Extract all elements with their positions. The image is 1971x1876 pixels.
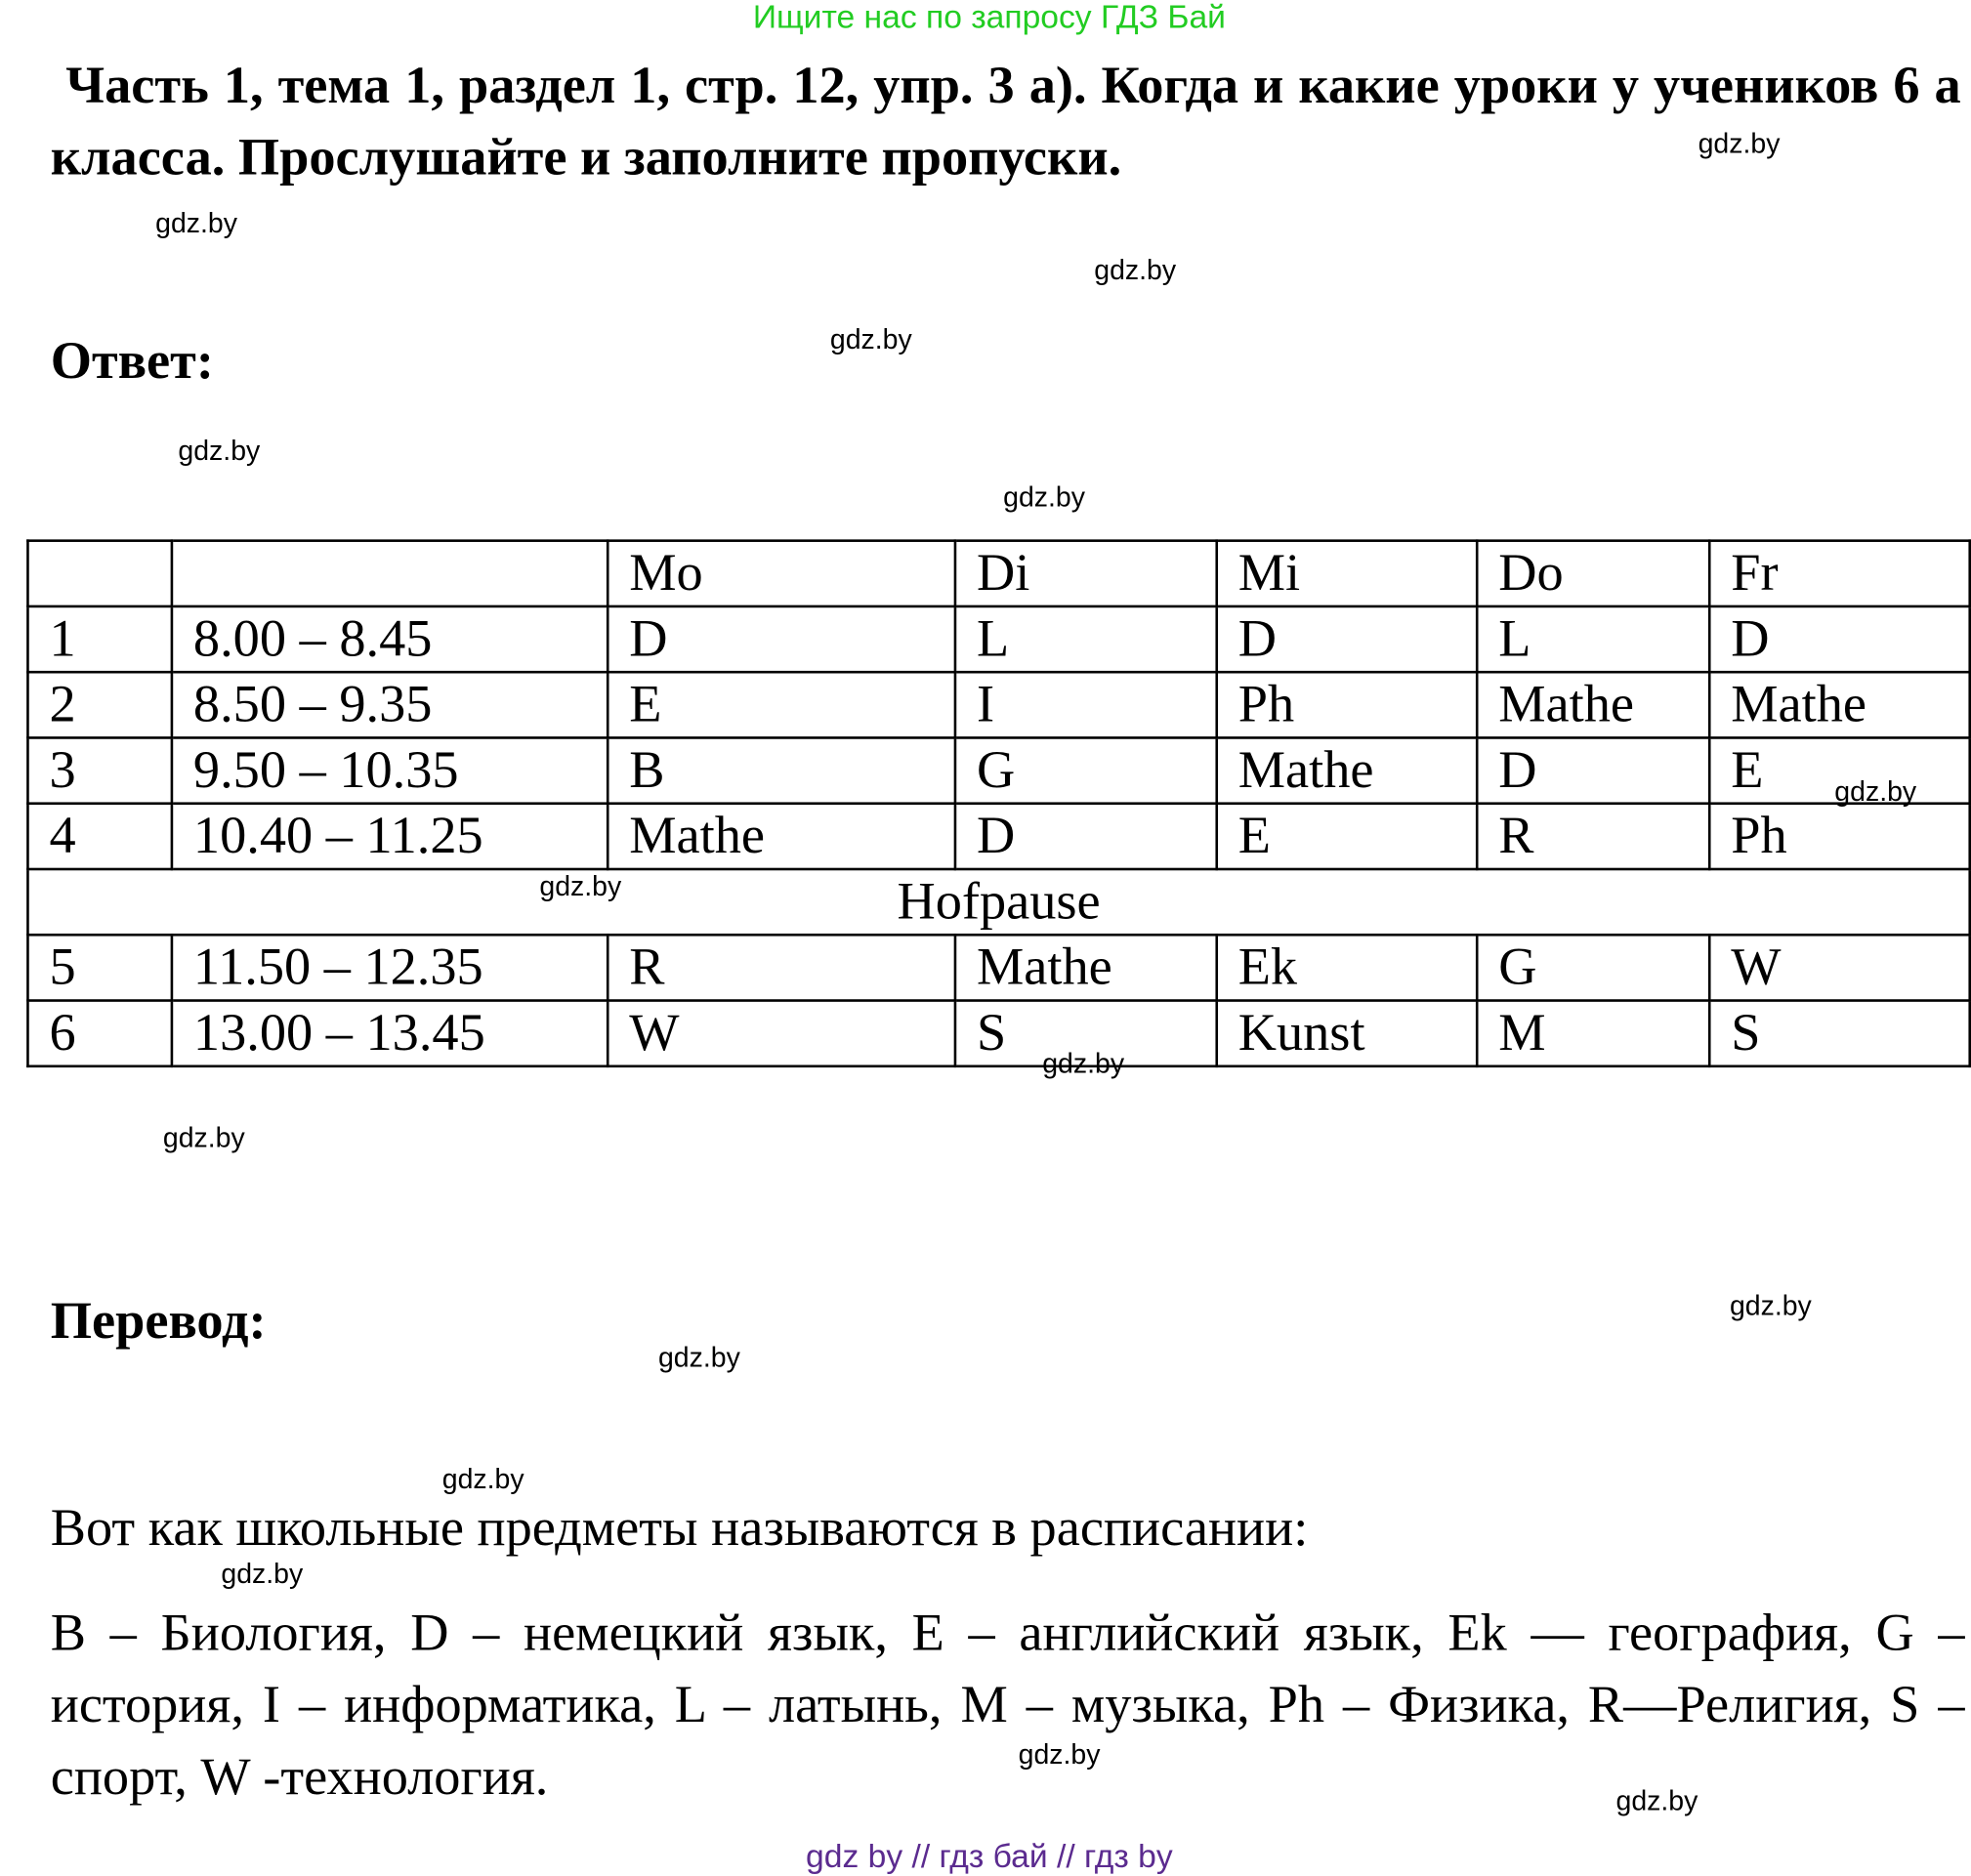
table-cell: 9.50 – 10.35 — [172, 737, 608, 803]
table-cell: B — [608, 737, 955, 803]
watermark: gdz.by — [1615, 1784, 1698, 1817]
table-cell: D — [1477, 737, 1709, 803]
table-row — [27, 1001, 1969, 1066]
watermark: gdz.by — [221, 1558, 304, 1590]
watermark: gdz.by — [829, 323, 912, 355]
watermark: gdz.by — [178, 434, 261, 467]
table-cell: 11.50 – 12.35 — [172, 935, 608, 1000]
subject-legend: B – Биология, D – немецкий язык, E – английский язык, Ek — география, G – история, I – информатика, L – латынь, M – музыка, Ph – Физика, R—Религия, S – спорт, W -технология. — [50, 1604, 1965, 1807]
table-cell: 8.50 – 9.35 — [172, 672, 608, 737]
translation-heading: Перевод: — [50, 1292, 267, 1351]
table-cell: 4 — [27, 804, 171, 869]
table-cell: W — [1709, 935, 1969, 1000]
table-cell: Ph — [1709, 804, 1969, 869]
table-cell — [172, 541, 608, 606]
table-cell: Mo — [608, 541, 955, 606]
table-cell: Mathe — [1217, 737, 1477, 803]
watermark: gdz.by — [1018, 1737, 1101, 1771]
table-cell: 3 — [27, 737, 171, 803]
table-cell: 10.40 – 11.25 — [172, 804, 608, 869]
watermark: gdz.by — [539, 870, 622, 902]
table-cell: S — [1709, 1001, 1969, 1066]
table-cell: 2 — [27, 672, 171, 737]
footer-links: gdz by // гдз бай // гдз by — [806, 1836, 1173, 1875]
table-cell: Ek — [1217, 935, 1477, 1000]
watermark: gdz.by — [1003, 480, 1085, 514]
watermark: gdz.by — [1094, 254, 1177, 286]
table-cell — [27, 541, 171, 606]
table-cell: Mathe — [1477, 672, 1709, 737]
table-cell: E — [608, 672, 955, 737]
table-row — [27, 737, 1969, 803]
table-cell: D — [608, 606, 955, 672]
exercise-title: Часть 1, тема 1, раздел 1, стр. 12, упр. 3 а). Когда и какие уроки у учеников 6 а класса. Прослушайте и заполните пропуски. — [50, 57, 1961, 188]
table-cell: 8.00 – 8.45 — [172, 606, 608, 672]
table-cell: R — [1477, 804, 1709, 869]
table-cell: E — [1709, 737, 1969, 803]
table-row — [27, 804, 1969, 869]
schedule-table — [26, 539, 1971, 1067]
table-cell: G — [1477, 935, 1709, 1000]
intro-text: Вот как школьные предметы называются в расписании: — [50, 1499, 1309, 1559]
table-cell: Di — [955, 541, 1217, 606]
table-cell: D — [955, 804, 1217, 869]
table-cell: R — [608, 935, 955, 1000]
table-cell: D — [1217, 606, 1477, 672]
break-label: Hofpause — [27, 869, 1969, 935]
watermark: gdz.by — [1042, 1047, 1125, 1079]
table-header-row — [27, 541, 1969, 606]
table-cell: Kunst — [1217, 1001, 1477, 1066]
table-cell: L — [1477, 606, 1709, 672]
break-row — [27, 869, 1969, 935]
table-cell: 1 — [27, 606, 171, 672]
table-cell: Mathe — [955, 935, 1217, 1000]
watermark: gdz.by — [162, 1121, 245, 1154]
table-cell: Mathe — [1709, 672, 1969, 737]
top-banner: Ищите нас по запросу ГДЗ Бай — [752, 0, 1226, 36]
table-cell: 5 — [27, 935, 171, 1000]
table-cell: S — [955, 1001, 1217, 1066]
table-cell: Mathe — [608, 804, 955, 869]
table-cell: M — [1477, 1001, 1709, 1066]
table-row — [27, 672, 1969, 737]
table-cell: D — [1709, 606, 1969, 672]
table-cell: W — [608, 1001, 955, 1066]
table-cell: Fr — [1709, 541, 1969, 606]
table-cell: Ph — [1217, 672, 1477, 737]
watermark: gdz.by — [657, 1341, 740, 1374]
table-cell: Mi — [1217, 541, 1477, 606]
table-cell: L — [955, 606, 1217, 672]
table-row — [27, 606, 1969, 672]
table-cell: E — [1217, 804, 1477, 869]
table-cell: 6 — [27, 1001, 171, 1066]
watermark: gdz.by — [1729, 1289, 1812, 1322]
table-cell: 13.00 – 13.45 — [172, 1001, 608, 1066]
table-cell: Do — [1477, 541, 1709, 606]
watermark: gdz.by — [1834, 775, 1917, 808]
table-cell: I — [955, 672, 1217, 737]
answer-heading: Ответ: — [50, 332, 214, 391]
table-row — [27, 935, 1969, 1000]
watermark: gdz.by — [441, 1462, 524, 1495]
watermark: gdz.by — [155, 207, 237, 239]
table-cell: G — [955, 737, 1217, 803]
watermark: gdz.by — [1698, 127, 1781, 159]
